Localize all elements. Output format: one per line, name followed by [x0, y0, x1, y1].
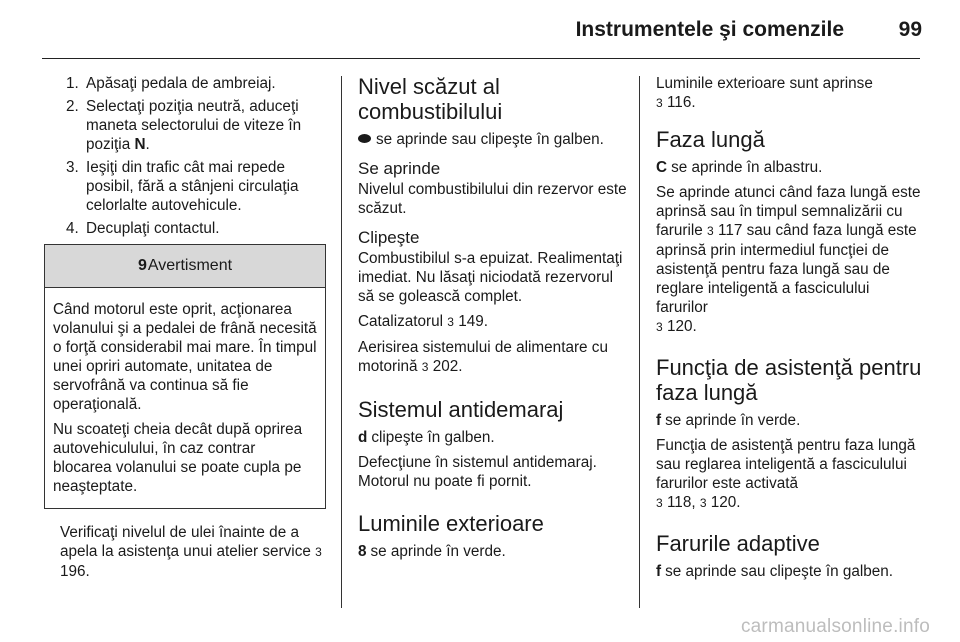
high-beam-assist-indicator-line: [656, 411, 924, 430]
warning-paragraph: Nu scoateţi cheia decât după oprirea autovehiculului, în caz contrar blocarea volanului se poate cupla pe neaşteptate.: [53, 421, 303, 495]
step-text: Decuplaţi contactul.: [86, 220, 220, 237]
page-number: 99: [898, 18, 922, 41]
page-reference[interactable]: 196.: [60, 563, 90, 580]
diesel-paragraph: [358, 338, 628, 377]
column-3: [656, 74, 924, 587]
page-reference-icon: 3: [656, 96, 663, 110]
steps-list: [60, 74, 326, 238]
step-text-end: .: [145, 136, 150, 153]
high-beam-text: Se aprinde atunci când faza lungă este aprinsă sau în timpul semnalizării cu farurile: [656, 184, 921, 239]
exterior-on-paragraph: [656, 74, 924, 113]
page-reference[interactable]: 149.: [458, 313, 488, 330]
page-reference-icon: 3: [656, 320, 663, 334]
adaptive-headlight-icon: f: [656, 563, 662, 580]
immobiliser-indicator-line: [358, 428, 628, 447]
high-beam-desc: se aprinde în albastru.: [671, 159, 823, 176]
high-beam-text-cont: sau când faza lungă este aprinsă prin intermediul funcţiei de asistenţă pentru faza lungă sau de reglare inteligentă a fasciculului farurilor: [656, 222, 917, 316]
page-title: Instrumentele şi comenzile: [575, 18, 844, 41]
section-heading-high-beam: Faza lungă: [656, 127, 765, 152]
lit-paragraph: Nivelul combustibilului din rezervor este scăzut.: [358, 181, 627, 217]
high-beam-assist-icon: f: [656, 412, 662, 429]
warning-title: Avertisment: [147, 257, 233, 274]
list-item: [60, 158, 326, 215]
page-reference[interactable]: 120.: [710, 494, 741, 511]
step-number: 1.: [66, 75, 79, 92]
high-beam-assist-desc: se aprinde în verde.: [665, 412, 801, 429]
blink-paragraph: Combustibilul s-a epuizat. Realimentaţi imediat. Nu lăsaţi niciodată rezervorul să se golească complet.: [358, 250, 623, 305]
page-reference-icon: 3: [656, 496, 663, 510]
catalyst-paragraph: [358, 312, 628, 332]
high-beam-icon: C: [656, 159, 668, 176]
exterior-lights-desc: se aprinde în verde.: [370, 543, 506, 560]
warning-triangle-icon: 9: [137, 257, 147, 274]
page-reference[interactable]: 116.: [666, 94, 696, 111]
step-text: Apăsaţi pedala de ambreiaj.: [86, 75, 276, 92]
page-reference[interactable]: 202.: [432, 358, 463, 375]
immobiliser-icon: d: [358, 429, 368, 446]
page-reference-icon: 3: [421, 360, 429, 374]
page-reference-icon: 3: [315, 545, 322, 559]
page-reference[interactable]: 120.: [666, 318, 697, 335]
adaptive-headlights-desc: se aprinde sau clipeşte în galben.: [665, 563, 894, 580]
section-heading-high-beam-assist: Funcţia de asistenţă pentru faza lungă: [656, 355, 922, 405]
step-number: 2.: [66, 98, 79, 115]
column-divider-2: [639, 76, 640, 608]
exterior-on-text: Luminile exterioare sunt aprinse: [656, 75, 873, 92]
header-divider: [42, 58, 920, 59]
step-text: Ieşiţi din trafic cât mai repede posibil, fără a stânjeni circulaţia celorlalte autovehicule.: [86, 159, 299, 214]
high-beam-indicator-line: [656, 158, 924, 177]
immobiliser-paragraph: Defecţiune în sistemul antidemaraj. Motorul nu poate fi pornit.: [358, 454, 597, 490]
catalyst-text: Catalizatorul: [358, 313, 444, 330]
warning-body: [45, 288, 325, 508]
step-text: Selectaţi poziţia neutră, aduceţi maneta selectorului de viteze în poziţia: [86, 98, 302, 153]
neutral-gear-label: N: [134, 136, 146, 153]
immobiliser-desc: clipeşte în galben.: [371, 429, 495, 446]
high-beam-paragraph: [656, 183, 924, 337]
page-reference-icon: 3: [447, 315, 454, 329]
column-1: [53, 74, 326, 587]
exterior-lights-indicator-line: [358, 542, 628, 561]
page-reference[interactable]: 118,: [666, 494, 696, 511]
section-heading-exterior-lights: Luminile exterioare: [358, 511, 544, 536]
list-item: [60, 219, 326, 238]
fuel-indicator-desc: se aprinde sau clipeşte în galben.: [376, 131, 604, 148]
list-item: [60, 97, 326, 154]
page-header: [0, 0, 960, 56]
fuel-warning-icon: [358, 134, 371, 143]
high-beam-assist-paragraph: [656, 436, 924, 513]
page-reference-icon: 3: [699, 496, 707, 510]
subheading-lit: Se aprinde: [358, 159, 441, 178]
exterior-light-icon: 8: [358, 543, 367, 560]
diesel-text: Aerisirea sistemului de alimentare cu motorină: [358, 339, 608, 375]
section-heading-adaptive-headlights: Farurile adaptive: [656, 531, 820, 556]
warning-paragraph: Când motorul este oprit, acţionarea volanului şi a pedalei de frână necesită o forţă considerabil mai mare. În timpul unei opriri automate, unitatea de servofrână va continua să fie operaţională.: [53, 301, 317, 413]
subheading-blink: Clipeşte: [358, 228, 420, 247]
warning-box: [44, 244, 326, 509]
watermark: carmanualsonline.info: [740, 616, 930, 637]
step-number: 4.: [66, 220, 79, 237]
adaptive-headlights-indicator-line: [656, 562, 924, 581]
page-reference-icon: 3: [707, 224, 714, 238]
oil-check-paragraph: [60, 523, 326, 581]
column-divider-1: [341, 76, 342, 608]
section-heading-low-fuel: Nivel scăzut al combustibilului: [358, 74, 503, 124]
oil-check-text: Verificaţi nivelul de ulei înainte de a apela la asistenţa unui atelier service: [60, 524, 311, 560]
warning-header: [45, 245, 325, 288]
high-beam-assist-text: Funcţia de asistenţă pentru faza lungă sau reglarea inteligentă a fasciculului farurilor este activată: [656, 437, 916, 492]
page-reference[interactable]: 117: [717, 222, 743, 239]
list-item: [60, 74, 326, 93]
section-heading-immobiliser: Sistemul antidemaraj: [358, 397, 564, 422]
step-number: 3.: [66, 159, 79, 176]
column-2: [358, 74, 628, 567]
fuel-indicator-line: [358, 130, 628, 149]
